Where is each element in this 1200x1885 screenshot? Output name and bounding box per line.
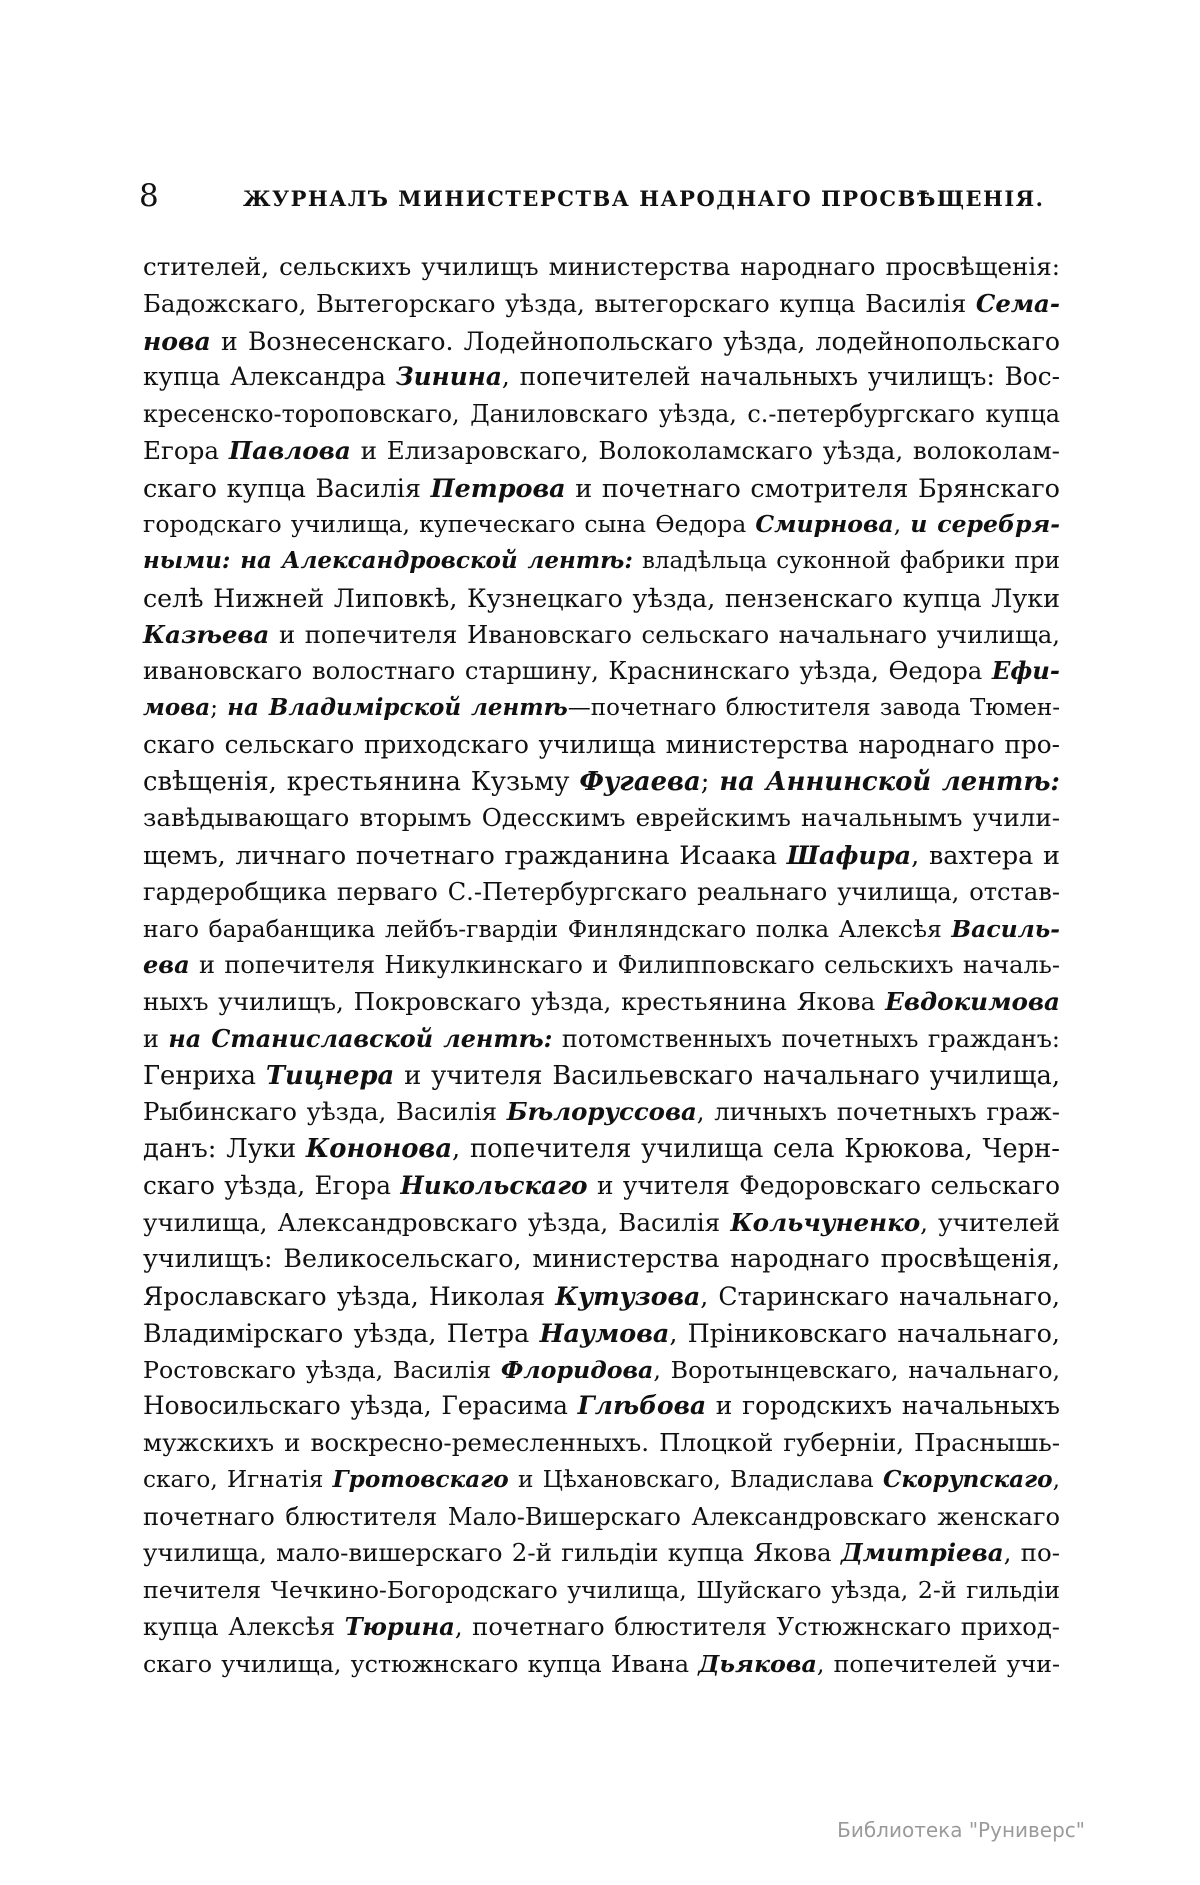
text-segment: скаго купца Василія: [143, 472, 431, 503]
text-segment: кресенско-тороповскаго, Даниловскаго уѣзда, с.-петербургскаго купца: [143, 400, 1060, 428]
text-segment: почетнаго блюстителя Мало-Вишерскаго Александровскаго женскаго: [143, 1502, 1060, 1531]
text-line: [143, 690, 1060, 727]
italic-name: Скорупскаго: [882, 1465, 1053, 1493]
italic-name: Фугаева: [579, 766, 701, 797]
text-segment: селѣ Нижней Липовкѣ, Кузнецкаго уѣзда, пензенскаго купца Луки: [143, 582, 1060, 613]
text-segment: Ростовскаго уѣзда, Василія: [143, 1355, 501, 1384]
text-segment: Бадожскаго, Вытегорскаго уѣзда, вытегорскаго купца Василія: [143, 288, 976, 318]
text-segment: , Воротынцевскаго, начальнаго,: [653, 1355, 1061, 1384]
text-line: [143, 1646, 1060, 1683]
text-line: [143, 1315, 1060, 1352]
text-segment: печителя Чечкино-Богородскаго училища, Шуйскаго уѣзда, 2-й гильдіи: [143, 1576, 1060, 1604]
italic-name: Кутузова: [555, 1281, 701, 1311]
text-segment: Новосильскаго уѣзда, Герасима: [143, 1391, 578, 1421]
running-head: ЖУРНАЛЪ МИНИСТЕРСТВА НАРОДНАГО ПРОСВѢЩЕНІЯ.: [243, 186, 1045, 211]
italic-name: на Аннинской лентѣ:: [719, 766, 1060, 797]
text-segment: , учителей: [920, 1207, 1060, 1237]
text-line: [143, 470, 1060, 507]
italic-name: на Владимірской лентѣ: [227, 694, 568, 721]
text-line: [143, 249, 1060, 286]
text-segment: завѣдывающаго вторымъ Одесскимъ еврейскимъ начальнымъ учили-: [143, 803, 1060, 833]
text-line: [143, 286, 1060, 323]
italic-name: Флоридова: [500, 1355, 654, 1384]
italic-name: Тюрина: [344, 1611, 455, 1641]
text-line: [143, 1499, 1060, 1536]
italic-name: и серебря-: [910, 510, 1060, 539]
text-segment: свѣщенія, крестьянина Кузьму: [143, 766, 580, 797]
text-line: [143, 764, 1060, 801]
text-segment: Рыбинскаго уѣзда, Василія: [143, 1097, 507, 1127]
text-segment: Генриха: [143, 1060, 266, 1091]
italic-name: Смирнова: [755, 510, 894, 539]
text-line: [143, 1535, 1060, 1572]
text-segment: городскаго училища, купеческаго сына Ѳедора: [143, 510, 756, 539]
italic-name: Глѣбова: [577, 1391, 707, 1421]
italic-name: Павлова: [228, 435, 351, 465]
text-segment: , Прiниковскаго начальнаго,: [669, 1317, 1060, 1348]
text-segment: , по-: [1003, 1538, 1060, 1568]
text-segment: и учителя Федоровскаго сельскаго: [587, 1170, 1060, 1200]
italic-name: Василь-: [951, 914, 1060, 943]
text-segment: ;: [210, 695, 228, 721]
text-segment: и городскихъ начальныхъ: [706, 1391, 1060, 1421]
text-segment: , попечителя училища села Крюкова, Черн-: [452, 1134, 1060, 1164]
text-segment: купца Александра: [143, 362, 396, 392]
text-line: [143, 800, 1060, 837]
text-segment: , личныхъ почетныхъ граж-: [696, 1097, 1060, 1127]
italic-name: Дмитріева: [840, 1538, 1004, 1568]
text-line: [143, 580, 1060, 617]
text-segment: , попечителей учи-: [816, 1649, 1060, 1678]
italic-name: Ефи-: [991, 656, 1060, 686]
italic-name: Шафира: [786, 840, 912, 870]
italic-name: Гротовскаго: [332, 1465, 509, 1493]
text-line: [143, 911, 1060, 948]
italic-name: Сема-: [975, 288, 1060, 318]
text-line: [143, 359, 1060, 396]
text-segment: и: [143, 1024, 169, 1053]
italic-name: Кольчуненко: [730, 1207, 921, 1237]
italic-name: Казѣева: [143, 619, 270, 649]
text-segment: ,: [893, 510, 911, 539]
text-segment: , попечителей начальныхъ училищъ: Вос-: [501, 362, 1060, 392]
text-line: [143, 653, 1060, 690]
text-segment: ,: [1052, 1466, 1060, 1493]
text-line: [143, 1205, 1060, 1242]
text-line: [143, 617, 1060, 654]
text-segment: купца Алексѣя: [143, 1611, 345, 1641]
text-segment: владѣльца суконной фабрики при: [632, 548, 1060, 574]
library-watermark: Библиотека "Руниверс": [837, 1818, 1085, 1842]
text-segment: скаго училища, устюжнскаго купца Ивана: [143, 1649, 699, 1678]
text-segment: и Елизаровскаго, Волоколамскаго уѣзда, волоколам-: [350, 435, 1060, 465]
italic-name: Кононова: [305, 1134, 453, 1164]
text-line: [143, 396, 1060, 433]
text-line: [143, 1462, 1060, 1499]
text-segment: ныхъ училищъ, Покровскаго уѣзда, крестьянина Якова: [143, 987, 886, 1016]
text-line: [143, 1425, 1060, 1462]
text-segment: щемъ, личнаго почетнаго гражданина Исаака: [143, 840, 787, 870]
text-segment: ;: [700, 766, 720, 797]
italic-name: Бѣлоруссова: [506, 1097, 697, 1127]
text-segment: гардеробщика перваго С.-Петербургскаго реальнаго училища, отстав-: [143, 877, 1060, 906]
text-segment: скаго, Игнатія: [143, 1466, 333, 1493]
text-segment: скаго уѣзда, Егора: [143, 1170, 401, 1200]
text-line: [143, 1094, 1060, 1131]
italic-name: на Станиславской лентѣ:: [168, 1024, 553, 1053]
text-segment: мужскихъ и воскресно-ремесленныхъ. Плоцкой губерніи, Праснышь-: [143, 1428, 1060, 1457]
text-segment: —почетнаго блюстителя завода Тюмен-: [567, 695, 1061, 721]
text-line: [143, 543, 1060, 580]
text-line: [143, 1241, 1060, 1278]
page-number: 8: [139, 178, 159, 214]
body-text: [143, 249, 1060, 1682]
italic-name: мова: [143, 694, 211, 721]
italic-name: Дьякова: [698, 1649, 817, 1678]
text-segment: Ярославскаго уѣзда, Николая: [143, 1282, 556, 1311]
text-line: [143, 1388, 1060, 1425]
text-segment: и попечителя Никулкинскаго и Филипповскаго сельскихъ началь-: [189, 951, 1060, 980]
text-segment: потомственныхъ почетныхъ гражданъ:: [552, 1024, 1060, 1053]
text-segment: и почетнаго смотрителя Брянскаго: [565, 472, 1060, 503]
text-segment: и учителя Васильевскаго начальнаго училища,: [394, 1060, 1060, 1091]
italic-name: нова: [143, 325, 211, 356]
text-line: [143, 837, 1060, 874]
italic-name: Наумова: [539, 1317, 670, 1348]
text-segment: наго барабанщика лейбъ-гвардіи Финляндскаго полка Алексѣя: [143, 914, 952, 943]
text-line: [143, 323, 1060, 360]
text-line: [143, 1352, 1060, 1389]
text-segment: училищъ: Великосельскаго, министерства народнаго просвѣщенія,: [143, 1244, 1060, 1274]
italic-name: Никольскаго: [400, 1170, 588, 1200]
text-line: [143, 1168, 1060, 1205]
text-line: [143, 1131, 1060, 1168]
text-line: [143, 727, 1060, 764]
text-line: [143, 1609, 1060, 1646]
text-segment: училища, мало-вишерскаго 2-й гильдіи купца Якова: [143, 1538, 841, 1568]
text-segment: и Вознесенскаго. Лодейнопольскаго уѣзда, лодейнопольскаго: [210, 326, 1060, 356]
text-line: [143, 1021, 1060, 1058]
text-line: [143, 506, 1060, 543]
text-segment: и попечителя Ивановскаго сельскаго начальнаго училища,: [269, 619, 1060, 649]
italic-name: Зинина: [395, 362, 502, 392]
italic-name: Петрова: [430, 472, 566, 503]
text-line: [143, 1058, 1060, 1095]
text-segment: и Цѣхановскаго, Владислава: [508, 1466, 883, 1493]
text-segment: данъ: Луки: [143, 1134, 306, 1164]
text-segment: , почетнаго блюстителя Устюжнскаго приход-: [454, 1611, 1060, 1641]
text-line: [143, 947, 1060, 984]
text-segment: , вахтера и: [911, 840, 1060, 870]
italic-name: Тицнера: [265, 1060, 395, 1091]
text-line: [143, 1278, 1060, 1315]
text-segment: училища, Александровскаго уѣзда, Василія: [143, 1207, 731, 1237]
text-line: [143, 984, 1060, 1021]
text-segment: стителей, сельскихъ училищъ министерства народнаго просвѣщенія:: [143, 252, 1060, 281]
text-line: [143, 1572, 1060, 1609]
italic-name: Евдокимова: [885, 987, 1060, 1016]
text-segment: скаго сельскаго приходскаго училища министерства народнаго про-: [143, 729, 1060, 759]
text-segment: , Старинскаго начальнаго,: [700, 1282, 1060, 1311]
text-segment: Владимірскаго уѣзда, Петра: [143, 1317, 540, 1348]
italic-name: ными: на Александровской лентѣ:: [143, 547, 633, 574]
text-line: [143, 874, 1060, 911]
italic-name: ева: [143, 950, 190, 980]
text-line: [143, 433, 1060, 470]
text-segment: ивановскаго волостнаго старшину, Краснинскаго уѣзда, Ѳедора: [143, 656, 992, 686]
text-segment: Егора: [143, 435, 229, 465]
